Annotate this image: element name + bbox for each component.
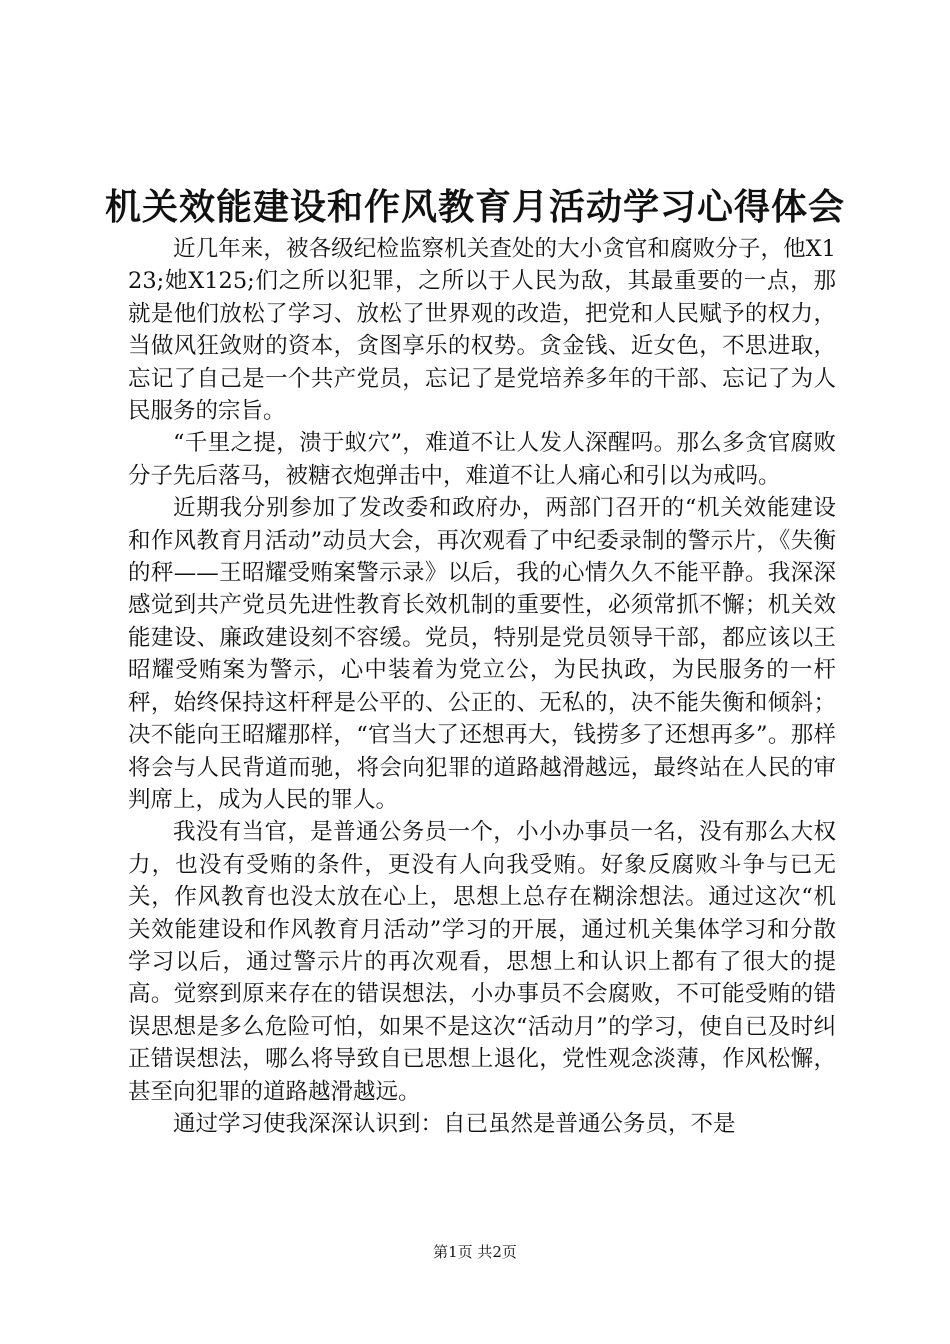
body-paragraph-2: “千里之提，溃于蚁穴”，难道不让人发人深醒吗。那么多贪官腐败分子先后落马，被糖衣炮弹击中，难道不让人痛心和引以为戒吗。 <box>128 430 836 489</box>
body-paragraph-4: 我没有当官，是普通公务员一个，小小办事员一名，没有那么大权力，也没有受贿的条件，更没有人向我受贿。好象反腐败斗争与已无关，作风教育也没太放在心上，思想上总存在糊涂想法。通过这次“机关效能建设和作风教育月活动”学习的开展，通过机关集体学习和分散学习以后，通过警示片的再次观看，思想上和认识上都有了很大的提高。觉察到原来存在的错误想法，小办事员不会腐败，不可能受贿的错误思想是多么危险可怕，如果不是这次“活动月”的学习，使自已及时纠正错误想法，哪么将导致自已思想上退化，党性观念淡薄，作风松懈，甚至向犯罪的道路越滑越远。 <box>128 819 836 1105</box>
document-title: 机关效能建设和作风教育月活动学习心得体会 <box>104 187 845 228</box>
body-paragraph-5: 通过学习使我深深认识到：自已虽然是普通公务员，不是 <box>173 1110 736 1137</box>
body-paragraph-3: 近期我分别参加了发改委和政府办，两部门召开的“机关效能建设和作风教育月活动”动员大会，再次观看了中纪委录制的警示片，《失衡的秤——王昭耀受贿案警示录》以后，我的心情久久不能平静。我深深感觉到共产党员先进性教育长效机制的重要性，必须常抓不懈；机关效能建设、廉政建设刻不容缓。党员，特别是党员领导干部，都应该以王昭耀受贿案为警示，心中装着为党立公，为民执政，为民服务的一杆秤，始终保持这杆秤是公平的、公正的、无私的，决不能失衡和倾斜；决不能向王昭耀那样，“官当大了还想再大，钱捞多了还想再多”。那样将会与人民背道而驰，将会向犯罪的道路越滑越远，最终站在人民的审判席上，成为人民的罪人。 <box>128 495 836 813</box>
page-number-footer: 第1页 共2页 <box>433 1243 517 1261</box>
body-paragraph-1: 近几年来，被各级纪检监察机关查处的大小贪官和腐败分子，他X123;她X125;们之所以犯罪，之所以于人民为敌，其最重要的一点，那就是他们放松了学习、放松了世界观的改造，把党和人民赋予的权力，当做风狂敛财的资本，贪图享乐的权势。贪金钱、近女色，不思进取，忘记了自己是一个共产党员，忘记了是党培养多年的干部、忘记了为人民服务的宗旨。 <box>128 236 836 425</box>
document-body <box>128 233 836 1140</box>
